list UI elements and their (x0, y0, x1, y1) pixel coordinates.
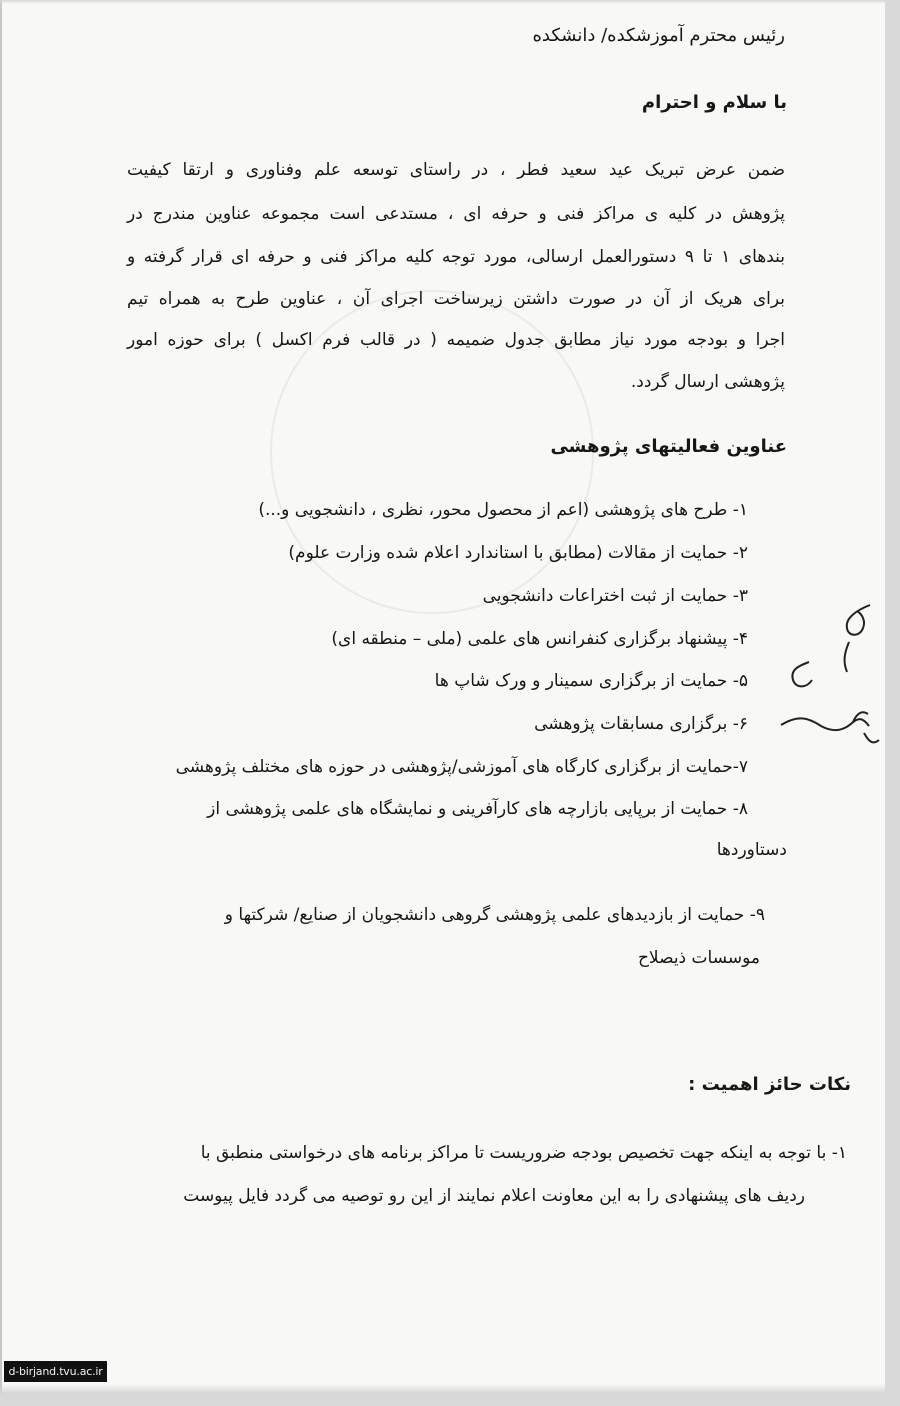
activity-item-9: ۹- حمایت از بازدیدهای علمی پژوهشی گروهی دانشجویان از صنایع/ شرکتها و (224, 905, 765, 925)
activity-item-4: ۴- پیشنهاد برگزاری کنفرانس های علمی (ملی – منطقه ای) (331, 629, 748, 649)
activity-item-5: ۵- حمایت از برگزاری سمینار و ورک شاپ ها (434, 671, 748, 691)
activity-item-7: ۷-حمایت از برگزاری کارگاه های آموزشی/پژوهشی در حوزه های مختلف پژوهشی (175, 757, 748, 777)
paragraph-line-3: بندهای ۱ تا ۹ دستورالعمل ارسالی، مورد توجه کلیه مراکز فنی و حرفه ای قرار گرفته و (127, 247, 785, 267)
activity-item-8-continuation: دستاوردها (716, 840, 787, 860)
scan-top-edge (0, 0, 885, 4)
activity-item-9-continuation: موسسات ذیصلاح (637, 948, 760, 968)
paragraph-line-5: اجرا و بودجه مورد نیاز مطابق جدول ضمیمه ( در قالب فرم اکسل ) برای حوزه امور (127, 330, 785, 350)
activity-item-8: ۸- حمایت از برپایی بازارچه های کارآفرینی و نمایشگاه های علمی پژوهشی از (207, 799, 748, 819)
document-heading: رئیس محترم آموزشکده/ دانشکده (532, 25, 785, 46)
paragraph-line-1: ضمن عرض تبریک عید سعید فطر ، در راستای توسعه علم وفناوری و ارتقا کیفیت (127, 160, 785, 180)
paragraph-line-6: پژوهشی ارسال گردد. (630, 372, 785, 392)
notes-title: نکات حائز اهمیت : (688, 1074, 851, 1095)
activity-item-6: ۶- برگزاری مسابقات پژوهشی (534, 714, 748, 734)
note-line-2: ردیف های پیشنهادی را به این معاونت اعلام نمایند از این رو توصیه می گردد فایل پیوست (183, 1186, 805, 1206)
salutation: با سلام و احترام (641, 92, 787, 113)
paragraph-line-2: پژوهش در کلیه ی مراکز فنی و حرفه ای ، مستدعی است مجموعه عناوین مندرج در (127, 204, 785, 224)
note-line-1: ۱- با توجه به اینکه جهت تخصیص بودجه ضروریست تا مراکز برنامه های درخواستی منطبق با (200, 1143, 847, 1163)
scan-bottom-edge (0, 1384, 885, 1394)
activity-item-2: ۲- حمایت از مقالات (مطابق با استاندارد اعلام شده وزارت علوم) (288, 543, 748, 563)
margin-handwritten-mark (775, 600, 885, 755)
activity-item-1: ۱- طرح های پژوهشی (اعم از محصول محور، نظری ، دانشجویی و...) (258, 500, 748, 520)
site-watermark-label: d-birjand.tvu.ac.ir (4, 1361, 107, 1382)
paragraph-line-4: برای هریک از آن در صورت داشتن زیرساخت اجرای آن ، عناوین طرح به همراه تیم (127, 289, 785, 309)
activity-item-3: ۳- حمایت از ثبت اختراعات دانشجویی (482, 586, 748, 606)
section-title: عناوین فعالیتهای پژوهشی (550, 436, 787, 457)
